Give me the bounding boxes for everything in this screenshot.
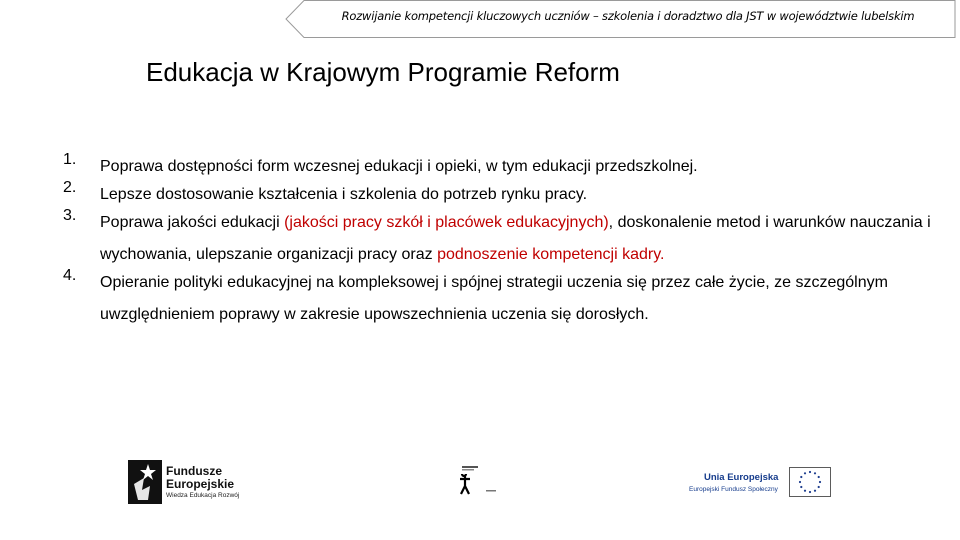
list-item-text: Lepsze dostosowanie kształcenia i szkolenia do potrzeb rynku pracy.	[100, 186, 588, 203]
list-item-number: 2.	[63, 179, 77, 196]
list-item	[63, 267, 953, 331]
fe-program: Wiedza Edukacja Rozwój	[166, 492, 240, 499]
fundusze-europejskie-logo	[128, 460, 268, 508]
lubelskie-emblem-icon	[456, 462, 506, 498]
fe-name: Fundusze Europejskie	[166, 464, 235, 491]
unia-europejska-logo	[686, 466, 832, 500]
page-title: Edukacja w Krajowym Programie Reform	[146, 57, 620, 87]
highlight-text: podnoszenie kompetencji kadry.	[437, 246, 665, 263]
list-item-number: 4.	[63, 267, 77, 284]
text-segment: , doskonalenie metod i warunków nauczania i wychowania, ulepszanie organizacji pracy oraz	[100, 214, 931, 263]
list-item-number: 1.	[63, 151, 77, 168]
eu-flag-icon	[789, 467, 831, 497]
ue-fund: Europejski Fundusz Społeczny	[689, 486, 778, 493]
fe-emblem-icon	[128, 460, 162, 504]
lubelskie-logo	[456, 462, 506, 498]
list-item-text: Opieranie polityki edukacyjnej na kompleksowej i spójnej strategii uczenia się przez całe życie, ze szczególnym uwzględnieniem poprawy w zakresie upowszechnienia uczenia się dorosłych.	[100, 274, 888, 323]
banner-text: Rozwijanie kompetencji kluczowych uczniów – szkolenia i doradztwo dla JST w województwie lubelskim	[341, 9, 915, 23]
list-item-text	[100, 207, 953, 271]
numbered-list	[63, 151, 953, 331]
header-banner	[280, 0, 956, 38]
list-item-number: 3.	[63, 207, 77, 224]
highlight-text: (jakości pracy szkół i placówek edukacyjnych)	[284, 214, 609, 231]
ue-name: Unia Europejska	[704, 472, 779, 483]
list-item-text: Poprawa dostępności form wczesnej edukacji i opieki, w tym edukacji przedszkolnej.	[100, 158, 698, 175]
list-item	[63, 207, 953, 271]
text-segment: Poprawa jakości edukacji	[100, 214, 285, 231]
